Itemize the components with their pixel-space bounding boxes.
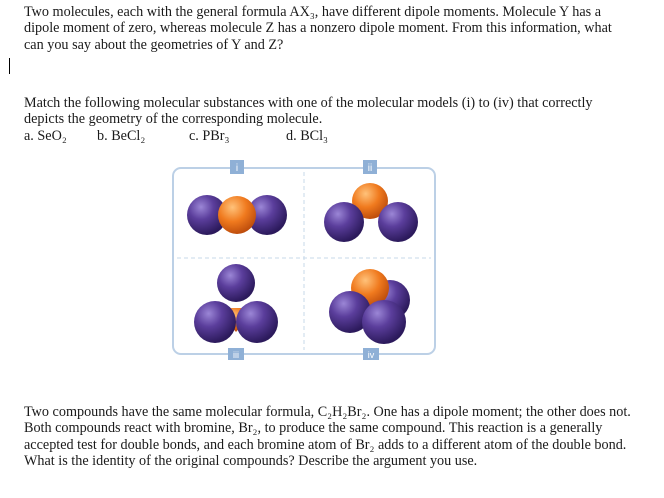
option-a: a. SeO₂ — [24, 128, 67, 144]
label-iii — [228, 348, 244, 360]
question-1-text: Two molecules, each with the general formula AX₃, have different dipole moments. Molecule Y has a dipole moment of zero, whereas molecule Z has a nonzero dipole moment. From this information, what can you say about the geometries of Y and Z? — [24, 4, 612, 53]
label-ii — [363, 160, 377, 174]
option-b: b. BeCl₂ — [97, 128, 146, 144]
label-iv — [363, 348, 379, 360]
svg-text:i: i — [235, 163, 239, 174]
molecular-models-figure — [170, 160, 440, 360]
text-cursor — [9, 58, 10, 74]
model-i-linear — [187, 195, 287, 235]
svg-text:ii: ii — [367, 163, 373, 174]
option-c: c. PBr₃ — [189, 128, 230, 144]
svg-text:iv: iv — [367, 350, 375, 360]
question-3-text: Two compounds have the same molecular formula, C₂H₂Br₂. One has a dipole moment; the other does not. Both compounds react with bromine, Br₂, to produce the same compound. This reaction is a generally accepted test for double bonds, and each bromine atom of Br₂ adds to a different atom of the double bond. What is the identity of the original compounds? Describe the argument you use. — [24, 404, 631, 470]
option-d: d. BCl₃ — [286, 128, 329, 144]
label-i — [230, 160, 244, 174]
question-2-text: Match the following molecular substances with one of the molecular models (i) to (iv) that correctly depicts the geometry of the corresponding molecule. — [24, 95, 593, 128]
svg-text:iii: iii — [233, 350, 239, 360]
